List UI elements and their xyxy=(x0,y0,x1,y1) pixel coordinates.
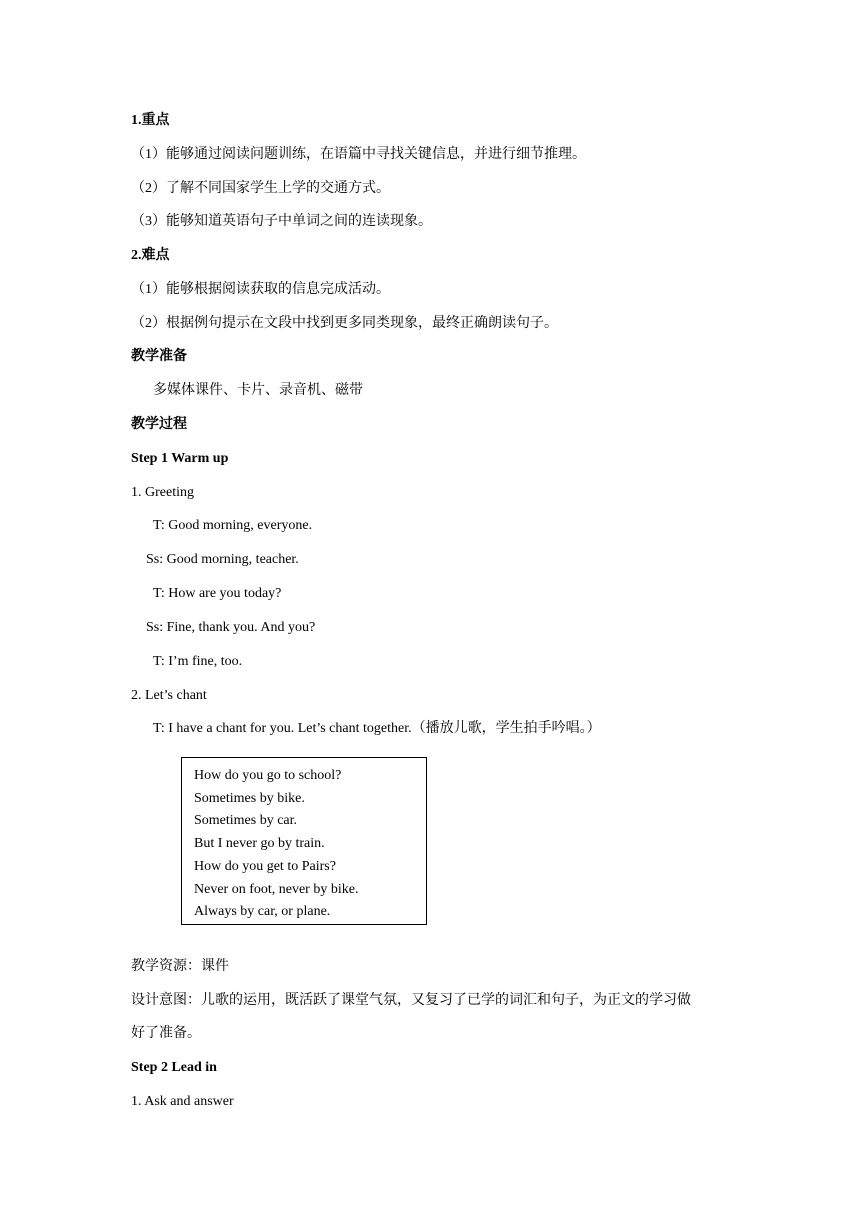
key-point-item-3: （3）能够知道英语句子中单词之间的连读现象。 xyxy=(131,214,432,229)
greeting-title: 1. Greeting xyxy=(131,485,194,500)
ask-answer-title: 1. Ask and answer xyxy=(131,1094,234,1109)
chant-intro: T: I have a chant for you. Let’s chant together.（播放儿歌，学生拍手吟唱。） xyxy=(153,721,601,736)
step1-heading: Step 1 Warm up xyxy=(131,451,229,466)
design-intent-line-1: 设计意图：儿歌的运用，既活跃了课堂气氛，又复习了已学的词汇和句子，为正文的学习做 xyxy=(131,993,691,1008)
design-intent-line-2: 好了准备。 xyxy=(131,1026,201,1041)
chant-line: Sometimes by car. xyxy=(194,813,298,829)
difficult-point-item-2: （2）根据例句提示在文段中找到更多同类现象，最终正确朗读句子。 xyxy=(131,316,558,331)
chant-title: 2. Let’s chant xyxy=(131,688,207,703)
difficult-points-heading: 2.难点 xyxy=(131,248,170,263)
chant-line: Never on foot, never by bike. xyxy=(194,881,359,897)
dialogue-line-2: Ss: Good morning, teacher. xyxy=(146,552,299,567)
chant-line: But I never go by train. xyxy=(194,836,325,852)
key-point-item-2: （2）了解不同国家学生上学的交通方式。 xyxy=(131,181,390,196)
chant-line: How do you go to school? xyxy=(194,768,342,783)
step2-heading: Step 2 Lead in xyxy=(131,1060,217,1075)
key-points-heading: 1.重点 xyxy=(131,113,170,128)
chant-line: Sometimes by bike. xyxy=(194,790,305,806)
process-heading: 教学过程 xyxy=(131,417,187,432)
chant-box xyxy=(181,757,427,925)
dialogue-line-5: T: I’m fine, too. xyxy=(153,654,243,669)
preparation-content: 多媒体课件、卡片、录音机、磁带 xyxy=(153,383,363,398)
chant-line: Always by car, or plane. xyxy=(194,904,331,920)
dialogue-line-4: Ss: Fine, thank you. And you? xyxy=(146,620,316,635)
difficult-point-item-1: （1）能够根据阅读获取的信息完成活动。 xyxy=(131,282,390,297)
dialogue-line-3: T: How are you today? xyxy=(153,586,282,601)
preparation-heading: 教学准备 xyxy=(131,349,187,364)
dialogue-line-1: T: Good morning, everyone. xyxy=(153,518,313,533)
key-point-item-1: （1）能够通过阅读问题训练，在语篇中寻找关键信息，并进行细节推理。 xyxy=(131,147,586,162)
teaching-resource: 教学资源：课件 xyxy=(131,959,229,974)
chant-line: How do you get to Pairs? xyxy=(194,858,336,874)
